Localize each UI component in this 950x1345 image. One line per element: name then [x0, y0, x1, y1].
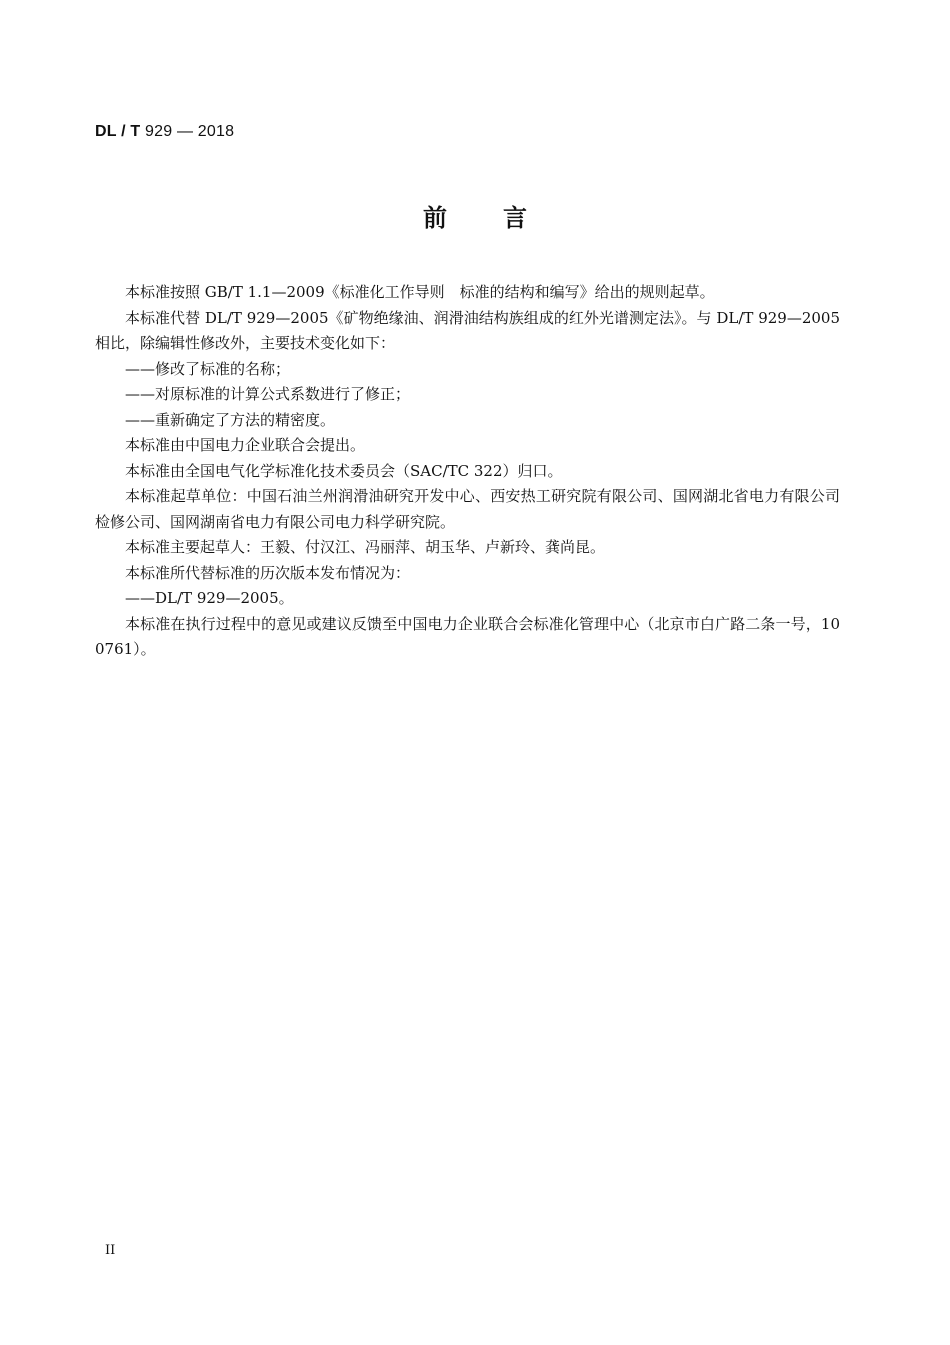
page-title	[0, 200, 950, 236]
paragraph-drafting-units: 本标准起草单位：中国石油兰州润滑油研究开发中心、西安热工研究院有限公司、国网湖北省电力有限公司检修公司、国网湖南省电力有限公司电力科学研究院。	[95, 487, 840, 531]
list-item-change-1: ——修改了标准的名称；	[125, 359, 291, 378]
title-char-1: 前	[423, 204, 447, 232]
preface-body	[95, 280, 840, 663]
list-item-previous-version: ——DL/T 929—2005。	[125, 589, 294, 607]
paragraph-drafting-rules: 本标准按照 GB/T 1.1—2009《标准化工作导则 标准的结构和编写》给出的规则起草。	[125, 283, 715, 301]
paragraph-under-jurisdiction: 本标准由全国电气化学标准化技术委员会（SAC/TC 322）归口。	[125, 461, 563, 480]
paragraph-main-drafters: 本标准主要起草人：王毅、付汉江、冯丽萍、胡玉华、卢新玲、龚尚昆。	[125, 538, 606, 556]
list-item-change-2: ——对原标准的计算公式系数进行了修正；	[125, 385, 411, 403]
standard-code-header	[95, 121, 234, 143]
paragraph-previous-versions: 本标准所代替标准的历次版本发布情况为：	[125, 563, 411, 582]
page-number: II	[105, 1243, 116, 1258]
paragraph-feedback: 本标准在执行过程中的意见或建议反馈至中国电力企业联合会标准化管理中心（北京市白广路二条一号，100761）。	[95, 614, 840, 658]
standard-code-number: 929 — 2018	[140, 123, 235, 140]
paragraph-proposed-by: 本标准由中国电力企业联合会提出。	[125, 436, 366, 454]
paragraph-replaces-standard: 本标准代替 DL/T 929—2005《矿物绝缘油、润滑油结构族组成的红外光谱测定法》。与 DL/T 929—2005 相比，除编辑性修改外，主要技术变化如下：	[95, 308, 840, 352]
standard-code-prefix: DL / T	[95, 123, 141, 140]
list-item-change-3: ——重新确定了方法的精密度。	[125, 410, 336, 429]
title-char-2: 言	[503, 204, 527, 232]
